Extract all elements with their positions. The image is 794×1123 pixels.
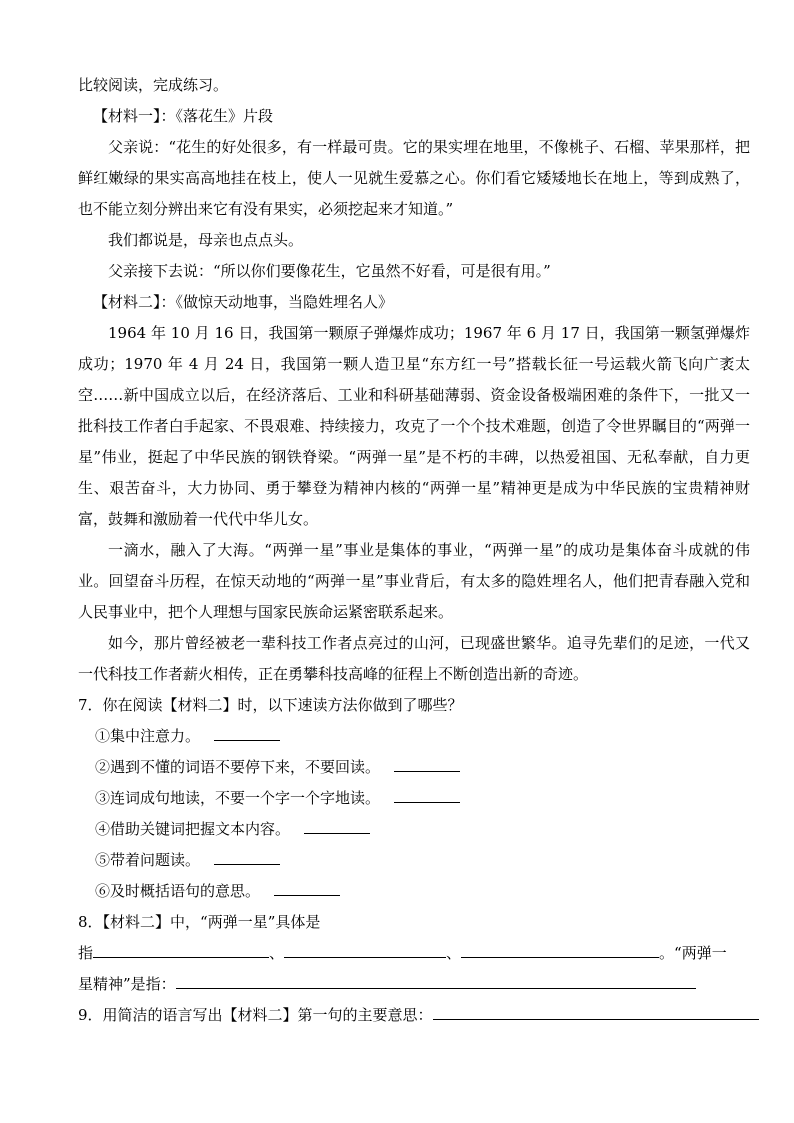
q7-option — [78, 876, 750, 907]
answer-blank[interactable] — [461, 941, 659, 958]
q8-separator: 、 — [269, 944, 285, 962]
material1-paragraph: 父亲说：“花生的好处很多，有一样最可贵。它的果实埋在地里，不像桃子、石榴、苹果那样，把鲜红嫩绿的果实高高地挂在枝上，使人一见就生爱慕之心。你们看它矮矮地长在地上，等到成熟了，也不能立刻分辨出来它有没有果实，必须挖起来才知道。” — [78, 138, 750, 218]
answer-blank[interactable] — [284, 941, 446, 958]
material2-heading: 【材料二】：《做惊天动地事，当隐姓埋名人》 — [93, 293, 394, 311]
q7-option-label: ⑥及时概括语句的意思。 — [95, 882, 261, 900]
q8-prefix: 星精神”是指： — [78, 975, 176, 993]
material1-paragraph: 父亲接下去说：“所以你们要像花生，它虽然不好看，可是很有用。” — [108, 262, 551, 280]
q7-option — [78, 845, 750, 876]
q9-stem: 9．用简洁的语言写出【材料二】第一句的主要意思： — [78, 1006, 433, 1024]
answer-blank[interactable] — [304, 817, 370, 834]
q8-suffix: 。“两弹一 — [659, 944, 727, 962]
q8-answer-line-2 — [78, 969, 750, 1000]
q7-option — [78, 783, 750, 814]
material1-paragraph: 我们都说是，母亲也点点头。 — [108, 231, 304, 249]
material2-paragraph: 一滴水，融入了大海。“两弹一星”事业是集体的事业，“两弹一星”的成功是集体奋斗成就的伟业。回望奋斗历程，在惊天动地的“两弹一星”事业背后，有太多的隐姓埋名人，他们把青春融入党和人民事业中，把个人理想与国家民族命运紧密联系起来。 — [78, 541, 750, 621]
q9-line — [78, 1000, 750, 1031]
answer-blank[interactable] — [394, 786, 460, 803]
answer-blank[interactable] — [433, 1003, 759, 1020]
answer-blank[interactable] — [176, 972, 696, 989]
material2-paragraph: 如今，那片曾经被老一辈科技工作者点亮过的山河，已现盛世繁华。追寻先辈们的足迹，一代又一代科技工作者薪火相传，正在勇攀科技高峰的征程上不断创造出新的奇迹。 — [78, 634, 750, 683]
q7-option-label: ⑤带着问题读。 — [95, 851, 201, 869]
material1-heading: 【材料一】：《落花生》片段 — [93, 107, 274, 125]
q7-option-label: ③连词成句地读，不要一个字一个字地读。 — [95, 789, 381, 807]
q8-prefix: 指 — [78, 944, 94, 962]
answer-blank[interactable] — [274, 879, 340, 896]
q7-option-label: ①集中注意力。 — [95, 727, 201, 745]
q8-separator: 、 — [446, 944, 462, 962]
material2-paragraph: 1964 年 10 月 16 日，我国第一颗原子弹爆炸成功；1967 年 6 月 17 日，我国第一颗氢弹爆炸成功；1970 年 4 月 24 日，我国第一颗人造卫星“东方红一号”搭载长征一号运载火箭飞向广袤太空……新中国成立以后，在经济落后、工业和科研基础薄弱、资金设备极端困难的条件下，一批又一批科技工作者白手起家、不畏艰难、持续接力，攻克了一个个技术难题，创造了令世界瞩目的“两弹一星”伟业，挺起了中华民族的钢铁脊梁。“两弹一星”是不朽的丰碑，以热爱祖国、无私奉献，自力更生、艰苦奋斗，大力协同、勇于攀登为精神内核的“两弹一星”精神更是成为中华民族的宝贵精神财富，鼓舞和激励着一代代中华儿女。 — [78, 324, 750, 528]
q7-option — [78, 814, 750, 845]
q7-option-label: ④借助关键词把握文本内容。 — [95, 820, 291, 838]
worksheet-page — [78, 70, 750, 1031]
intro-text: 比较阅读，完成练习。 — [78, 76, 229, 94]
answer-blank[interactable] — [93, 941, 269, 958]
answer-blank[interactable] — [214, 724, 280, 741]
q7-stem: 7．你在阅读【材料二】时，以下速读方法你做到了哪些？ — [78, 696, 463, 714]
q8-stem: 8．【材料二】中，“两弹一星”具体是 — [78, 913, 321, 931]
q7-option — [78, 752, 750, 783]
q7-option — [78, 721, 750, 752]
q8-answer-line-1 — [78, 938, 750, 969]
q7-option-label: ②遇到不懂的词语不要停下来，不要回读。 — [95, 758, 381, 776]
answer-blank[interactable] — [394, 755, 460, 772]
answer-blank[interactable] — [214, 848, 280, 865]
